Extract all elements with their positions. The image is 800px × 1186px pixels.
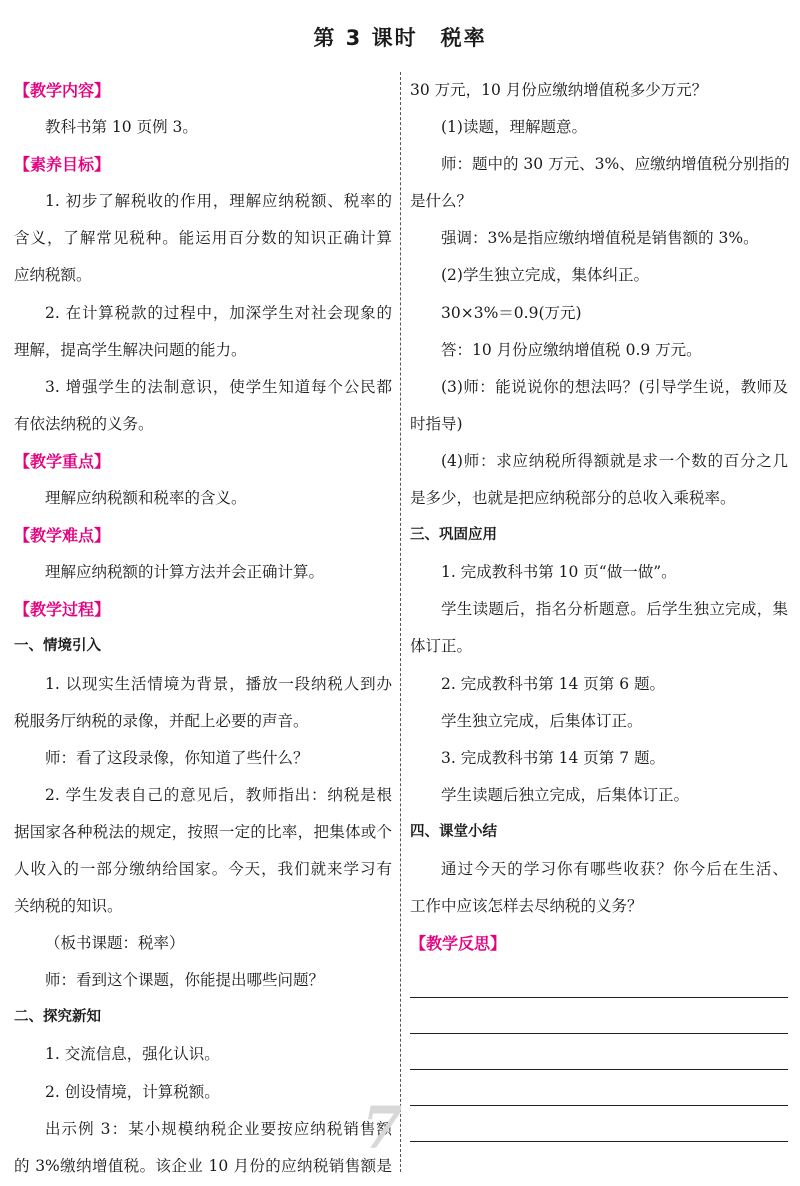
text-line: 理解应纳税额和税率的含义。 [45,489,247,508]
text-line: 教科书第 10 页例 3。 [45,118,198,137]
writing-line [410,1106,788,1142]
section-heading: 【教学反思】 [410,934,507,954]
text-line: 师：看了这段录像，你知道了些什么？ [45,748,309,767]
subsection-heading: 四、课堂小结 [410,823,497,840]
subsection-heading: 三、巩固应用 [410,527,497,544]
column-divider [400,72,401,1172]
text-line: 税服务厅纳税的录像，并配上必要的声音。 [14,711,309,730]
section-heading: 【教学重点】 [14,451,111,471]
text-line: 强调：3%是指应缴纳增值税是销售额的 3%。 [441,229,759,248]
text-line: 有依法纳税的义务。 [14,414,154,433]
text-line: 人收入的一部分缴纳给国家。今天，我们就来学习有 [14,859,392,878]
text-line: （板书课题：税率） [45,934,185,953]
right-text-lines [410,72,788,962]
text-line: 出示例 3：某小规模纳税企业要按应纳税销售额 [45,1119,392,1138]
text-line: 师：题中的 30 万元、3%、应缴纳增值税分别指的 [441,155,790,174]
text-line: 体订正。 [410,637,473,656]
text-line: 理解，提高学生解决问题的能力。 [14,340,247,359]
page-number: 7 [362,1094,403,1162]
text-line: (2)学生独立完成，集体纠正。 [441,266,649,285]
subsection-heading: 一、情境引入 [14,638,101,655]
text-line: 1. 以现实生活情境为背景，播放一段纳税人到办 [45,674,392,693]
text-line: 应纳税额。 [14,266,92,285]
text-line: 2. 学生发表自己的意见后，教师指出：纳税是根 [45,785,392,804]
text-line: 是什么？ [410,192,473,211]
page-title: 第 3 课时 税率 [313,26,487,50]
writing-line [410,1034,788,1070]
text-line: 1. 完成教科书第 10 页“做一做”。 [441,563,677,582]
text-line: 2. 创设情境，计算税额。 [45,1082,220,1101]
right-column [410,72,788,1142]
text-line: 的 3%缴纳增值税。该企业 10 月份的应纳税销售额是 [14,1156,392,1175]
text-line: 30×3%＝0.9(万元) [441,303,582,322]
text-line: 30 万元，10 月份应缴纳增值税多少万元？ [410,81,708,99]
text-line: (3)师：能说说你的想法吗？(引导学生说，教师及 [441,377,788,396]
text-line: 据国家各种税法的规定，按照一定的比率，把集体或个 [14,822,392,841]
text-line: 2. 完成教科书第 14 页第 6 题。 [441,674,666,693]
writing-line [410,1070,788,1106]
text-line: 理解应纳税额的计算方法并会正确计算。 [45,563,325,582]
text-line: 通过今天的学习你有哪些收获？你今后在生活、 [441,859,788,878]
text-line: (1)读题，理解题意。 [441,118,587,137]
text-line: 3. 增强学生的法制意识，使学生知道每个公民都 [45,377,392,396]
section-heading: 【教学难点】 [14,526,111,546]
text-line: 1. 交流信息，强化认识。 [45,1045,220,1064]
text-line: 关纳税的知识。 [14,897,123,916]
text-line: 是多少，也就是把应纳税部分的总收入乘税率。 [410,489,736,508]
text-line: 1. 初步了解税收的作用，理解应纳税额、税率的 [45,192,392,211]
section-heading: 【教学过程】 [14,600,111,620]
text-line: 师：看到这个课题，你能提出哪些问题？ [45,971,325,990]
text-line: 学生独立完成，后集体订正。 [441,711,643,730]
text-line: (4)师：求应纳税所得额就是求一个数的百分之几 [441,451,788,470]
writing-line [410,962,788,998]
text-line: 答：10 月份应缴纳增值税 0.9 万元。 [441,340,702,359]
section-heading: 【素养目标】 [14,155,111,175]
subsection-heading: 二、探究新知 [14,1009,101,1026]
section-heading: 【教学内容】 [14,81,111,100]
reflection-lines [410,962,788,1142]
text-line: 含义，了解常见税种。能运用百分数的知识正确计算 [14,229,392,248]
left-column [14,72,392,1185]
text-line: 学生读题后，指名分析题意。后学生独立完成，集 [441,600,788,619]
text-line: 3. 完成教科书第 14 页第 7 题。 [441,748,666,767]
text-line: 2. 在计算税款的过程中，加深学生对社会现象的 [45,303,392,322]
text-line: 学生读题后独立完成，后集体订正。 [441,785,690,804]
text-line: 工作中应该怎样去尽纳税的义务？ [410,897,643,916]
text-line: 时指导) [410,414,463,433]
writing-line [410,998,788,1034]
